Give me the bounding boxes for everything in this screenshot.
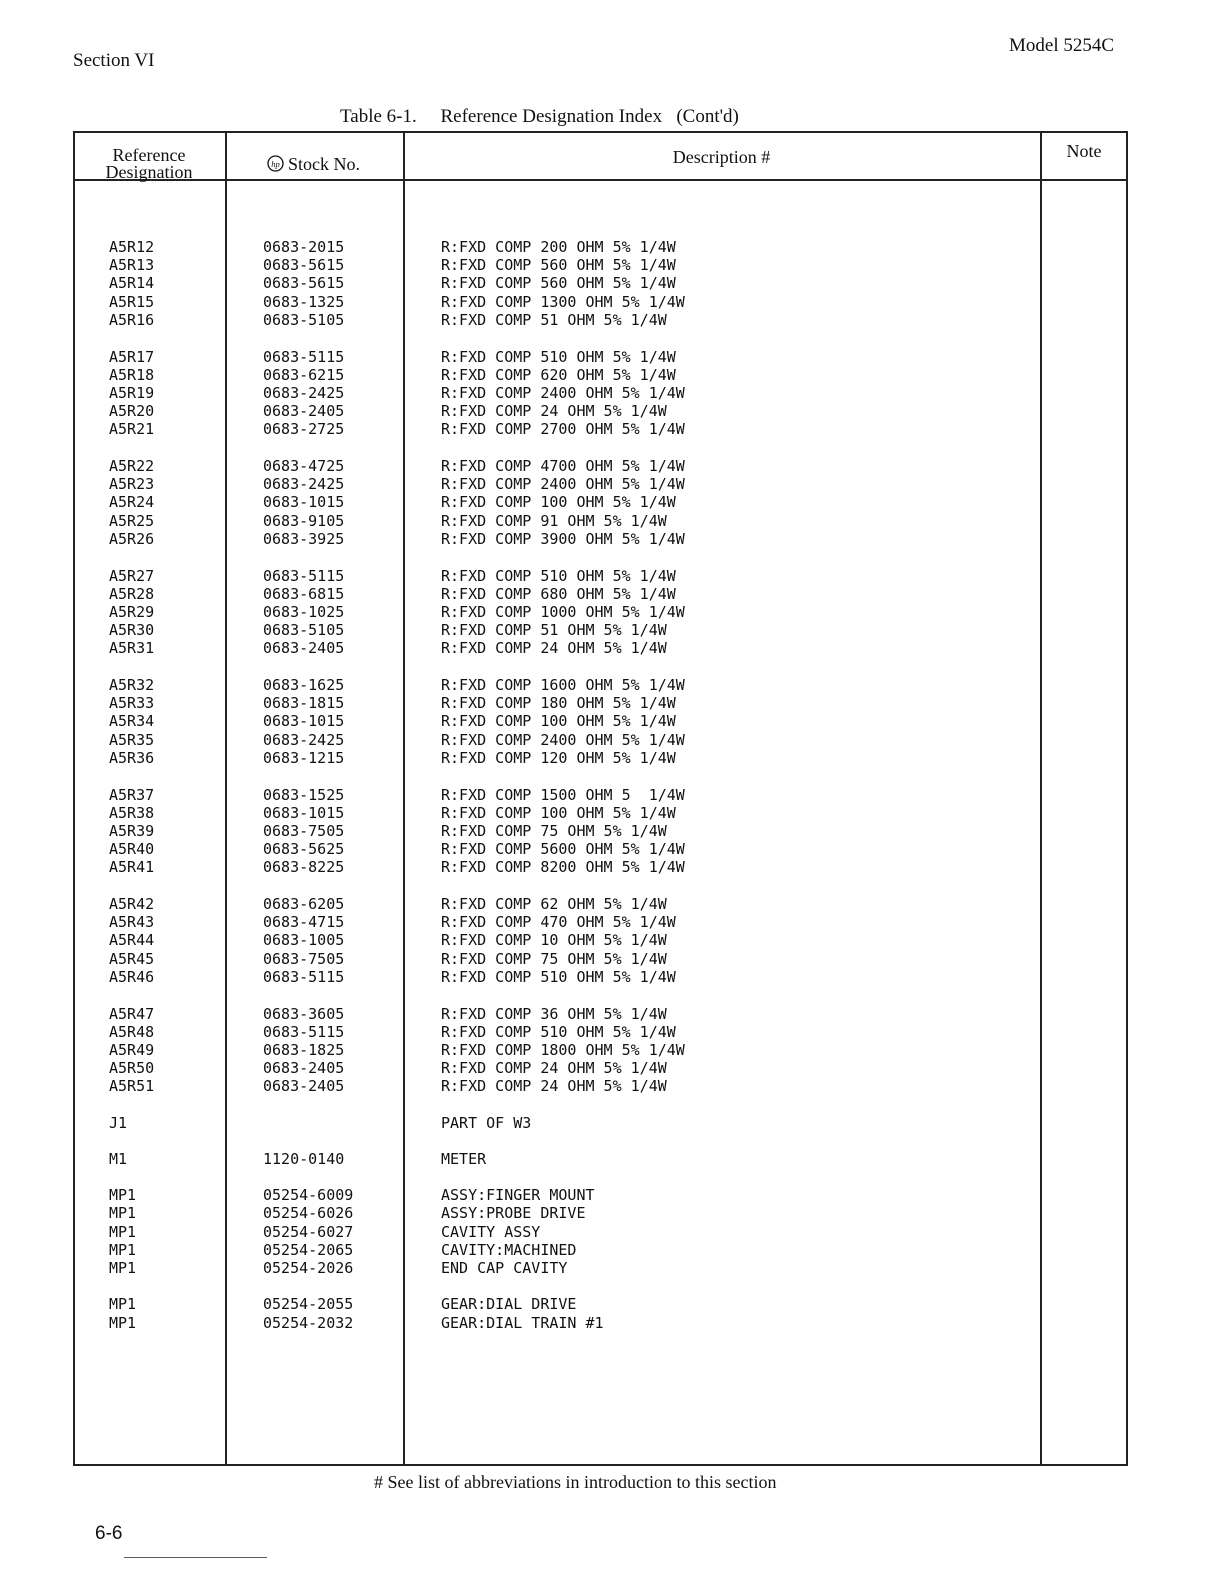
hp-logo-icon [267,155,284,172]
stock-number: 0683-1015 [263,712,345,731]
table-row [73,1023,1128,1041]
stock-number: 0683-1015 [263,803,345,822]
ref-designation: A5R25 [109,511,155,530]
description: R:FXD COMP 24 OHM 5% 1/4W [441,1059,667,1078]
table-row [73,493,1128,511]
stock-number: 0683-2015 [263,238,345,256]
table-row [73,1150,1128,1168]
table-row [73,1114,1128,1132]
ref-designation: A5R47 [109,1004,155,1023]
ref-designation: A5R36 [109,748,155,767]
ref-designation: A5R51 [109,1077,155,1096]
ref-designation: A5R17 [109,347,155,366]
header-bottom-border [73,179,1128,181]
bottom-rule [124,1557,267,1558]
table-row [73,968,1128,986]
stock-number: 0683-2405 [263,639,345,658]
table-row [73,749,1128,767]
description: GEAR:DIAL TRAIN #1 [441,1314,604,1332]
description: R:FXD COMP 51 OHM 5% 1/4W [441,621,667,640]
col-header-reference [79,147,219,181]
table-row [73,512,1128,530]
table-row [73,530,1128,548]
stock-number: 0683-2425 [263,730,345,749]
description: R:FXD COMP 5600 OHM 5% 1/4W [441,840,685,859]
ref-designation: A5R39 [109,821,155,840]
table-row [73,858,1128,876]
description: PART OF W3 [441,1114,532,1132]
table-row [73,1223,1128,1241]
stock-number: 0683-5115 [263,967,345,986]
description: R:FXD COMP 100 OHM 5% 1/4W [441,493,676,512]
stock-number: 0683-2405 [263,1059,345,1078]
table-row [73,1259,1128,1277]
table-row [73,274,1128,292]
description: R:FXD COMP 470 OHM 5% 1/4W [441,913,676,932]
ref-designation: A5R34 [109,712,155,731]
stock-number: 0683-1525 [263,785,345,804]
ref-designation: A5R24 [109,493,155,512]
table-row [73,1241,1128,1259]
ref-designation: A5R19 [109,383,155,402]
description: R:FXD COMP 510 OHM 5% 1/4W [441,347,676,366]
col-header-description: Description # [672,147,771,167]
ref-designation: A5R30 [109,621,155,640]
ref-designation: A5R38 [109,803,155,822]
description: R:FXD COMP 75 OHM 5% 1/4W [441,821,667,840]
stock-number: 0683-5115 [263,347,345,366]
ref-designation: A5R12 [109,238,155,256]
table-row [73,822,1128,840]
description: R:FXD COMP 36 OHM 5% 1/4W [441,1004,667,1023]
ref-designation: A5R16 [109,310,155,329]
stock-number: 0683-5115 [263,566,345,585]
description: R:FXD COMP 560 OHM 5% 1/4W [441,274,676,293]
ref-designation: A5R32 [109,676,155,694]
table-row [73,950,1128,968]
stock-number: 0683-1025 [263,602,345,621]
ref-designation: A5R45 [109,949,155,968]
table-row [73,786,1128,804]
table-row [73,1186,1128,1204]
ref-designation: A5R29 [109,602,155,621]
ref-designation: A5R21 [109,420,155,439]
description: R:FXD COMP 560 OHM 5% 1/4W [441,256,676,275]
ref-designation: A5R20 [109,402,155,421]
col-header-note: Note [1066,141,1102,161]
ref-designation: MP1 [109,1314,137,1332]
stock-number: 0683-6215 [263,365,345,384]
ref-designation: M1 [109,1150,128,1168]
description: R:FXD COMP 100 OHM 5% 1/4W [441,803,676,822]
description: R:FXD COMP 24 OHM 5% 1/4W [441,402,667,421]
ref-designation: MP1 [109,1222,137,1241]
table-row [73,475,1128,493]
section-label: Section VI [73,50,155,71]
description: R:FXD COMP 620 OHM 5% 1/4W [441,365,676,384]
description: R:FXD COMP 180 OHM 5% 1/4W [441,694,676,713]
ref-designation: MP1 [109,1295,137,1313]
table-row [73,1314,1128,1332]
table-top-border [73,131,1128,133]
description: R:FXD COMP 510 OHM 5% 1/4W [441,1022,676,1041]
ref-designation: A5R33 [109,694,155,713]
description: R:FXD COMP 10 OHM 5% 1/4W [441,931,667,950]
table-bottom-border [73,1464,1128,1466]
ref-designation: A5R18 [109,365,155,384]
ref-designation: A5R27 [109,566,155,585]
page-number: 6-6 [95,1523,123,1544]
stock-number: 0683-2725 [263,420,345,439]
table-row [73,895,1128,913]
description: R:FXD COMP 4700 OHM 5% 1/4W [441,457,685,475]
col-header-reference-line1: Reference [112,145,186,165]
stock-number: 0683-7505 [263,949,345,968]
description: R:FXD COMP 2700 OHM 5% 1/4W [441,420,685,439]
table-row [73,1059,1128,1077]
ref-designation: A5R15 [109,292,155,311]
stock-number: 0683-8225 [263,858,345,877]
stock-number: 0683-2425 [263,383,345,402]
stock-number: 0683-1825 [263,1040,345,1059]
stock-number: 0683-1325 [263,292,345,311]
table-row [73,457,1128,475]
ref-designation: A5R42 [109,895,155,913]
description: CAVITY ASSY [441,1222,541,1241]
ref-designation: A5R49 [109,1040,155,1059]
stock-number: 0683-1015 [263,493,345,512]
ref-designation: A5R22 [109,457,155,475]
table-row [73,585,1128,603]
table-row [73,840,1128,858]
table-row [73,366,1128,384]
description: R:FXD COMP 2400 OHM 5% 1/4W [441,383,685,402]
stock-number: 0683-7505 [263,821,345,840]
table-row [73,256,1128,274]
stock-number: 05254-2032 [263,1314,354,1332]
description: R:FXD COMP 1300 OHM 5% 1/4W [441,292,685,311]
ref-designation: A5R31 [109,639,155,658]
ref-designation: A5R40 [109,840,155,859]
stock-number: 0683-1815 [263,694,345,713]
ref-designation: A5R35 [109,730,155,749]
svg-text:hp: hp [271,159,280,169]
table-row [73,384,1128,402]
ref-designation: A5R43 [109,913,155,932]
stock-number: 0683-1215 [263,748,345,767]
stock-number: 0683-5615 [263,274,345,293]
table-row [73,311,1128,329]
description: CAVITY:MACHINED [441,1240,577,1259]
stock-number: 0683-9105 [263,511,345,530]
model-label: Model 5254C [1009,35,1115,56]
description: METER [441,1150,487,1168]
stock-number: 0683-4715 [263,913,345,932]
table-row [73,1204,1128,1222]
table-row [73,293,1128,311]
description: END CAP CAVITY [441,1259,568,1278]
stock-number: 0683-5615 [263,256,345,275]
stock-number: 0683-6205 [263,895,345,913]
ref-designation: MP1 [109,1204,137,1223]
col-header-reference-line2: Designation [105,162,193,182]
stock-number: 1120-0140 [263,1150,345,1168]
table-row [73,1295,1128,1313]
description: R:FXD COMP 62 OHM 5% 1/4W [441,895,667,913]
description: R:FXD COMP 100 OHM 5% 1/4W [441,712,676,731]
stock-number: 05254-2055 [263,1295,354,1313]
stock-number: 05254-2026 [263,1259,354,1278]
ref-designation: J1 [109,1114,128,1132]
stock-number: 0683-3925 [263,529,345,548]
description: R:FXD COMP 1000 OHM 5% 1/4W [441,602,685,621]
table-row [73,420,1128,438]
description: ASSY:PROBE DRIVE [441,1204,586,1223]
table-row [73,731,1128,749]
stock-number: 0683-5105 [263,310,345,329]
description: GEAR:DIAL DRIVE [441,1295,577,1313]
table-row [73,238,1128,256]
description: R:FXD COMP 510 OHM 5% 1/4W [441,967,676,986]
table-row [73,931,1128,949]
ref-designation: A5R13 [109,256,155,275]
table-row [73,804,1128,822]
stock-number: 05254-6009 [263,1186,354,1204]
stock-number: 0683-1625 [263,676,345,694]
description: R:FXD COMP 1800 OHM 5% 1/4W [441,1040,685,1059]
stock-number: 0683-5105 [263,621,345,640]
table-row [73,1005,1128,1023]
table-row [73,1077,1128,1095]
ref-designation: A5R28 [109,584,155,603]
description: R:FXD COMP 3900 OHM 5% 1/4W [441,529,685,548]
stock-number: 0683-1005 [263,931,345,950]
ref-designation: A5R44 [109,931,155,950]
ref-designation: A5R41 [109,858,155,877]
ref-designation: MP1 [109,1186,137,1204]
table-row [73,1041,1128,1059]
stock-number: 0683-4725 [263,457,345,475]
ref-designation: A5R46 [109,967,155,986]
footnote: # See list of abbreviations in introduction to this section [374,1472,777,1492]
description: R:FXD COMP 200 OHM 5% 1/4W [441,238,676,256]
table-row [73,567,1128,585]
table-row [73,913,1128,931]
table-row [73,676,1128,694]
description: R:FXD COMP 1600 OHM 5% 1/4W [441,676,685,694]
description: R:FXD COMP 2400 OHM 5% 1/4W [441,475,685,494]
stock-number: 0683-3605 [263,1004,345,1023]
ref-designation: A5R23 [109,475,155,494]
description: ASSY:FINGER MOUNT [441,1186,595,1204]
stock-number: 0683-2405 [263,1077,345,1096]
description: R:FXD COMP 8200 OHM 5% 1/4W [441,858,685,877]
description: R:FXD COMP 1500 OHM 5 1/4W [441,785,685,804]
ref-designation: A5R48 [109,1022,155,1041]
description: R:FXD COMP 120 OHM 5% 1/4W [441,748,676,767]
stock-number: 0683-5625 [263,840,345,859]
table-row [73,712,1128,730]
stock-number: 0683-2425 [263,475,345,494]
table-row [73,603,1128,621]
col-header-stock [231,155,396,173]
stock-number: 0683-6815 [263,584,345,603]
description: R:FXD COMP 75 OHM 5% 1/4W [441,949,667,968]
description: R:FXD COMP 51 OHM 5% 1/4W [441,310,667,329]
description: R:FXD COMP 24 OHM 5% 1/4W [441,1077,667,1096]
ref-designation: A5R14 [109,274,155,293]
ref-designation: MP1 [109,1259,137,1278]
description: R:FXD COMP 91 OHM 5% 1/4W [441,511,667,530]
table-row [73,621,1128,639]
stock-number: 0683-2405 [263,402,345,421]
ref-designation: A5R37 [109,785,155,804]
table-title: Table 6-1. Reference Designation Index (Cont'd) [340,106,739,127]
table-row [73,348,1128,366]
description: R:FXD COMP 2400 OHM 5% 1/4W [441,730,685,749]
col-header-stock-label: Stock No. [288,154,360,174]
reference-designation-table [73,131,1128,1466]
stock-number: 05254-2065 [263,1240,354,1259]
stock-number: 0683-5115 [263,1022,345,1041]
description: R:FXD COMP 510 OHM 5% 1/4W [441,566,676,585]
ref-designation: MP1 [109,1240,137,1259]
description: R:FXD COMP 680 OHM 5% 1/4W [441,584,676,603]
table-row [73,402,1128,420]
ref-designation: A5R26 [109,529,155,548]
table-row [73,694,1128,712]
stock-number: 05254-6027 [263,1222,354,1241]
ref-designation: A5R50 [109,1059,155,1078]
stock-number: 05254-6026 [263,1204,354,1223]
table-row [73,639,1128,657]
description: R:FXD COMP 24 OHM 5% 1/4W [441,639,667,658]
